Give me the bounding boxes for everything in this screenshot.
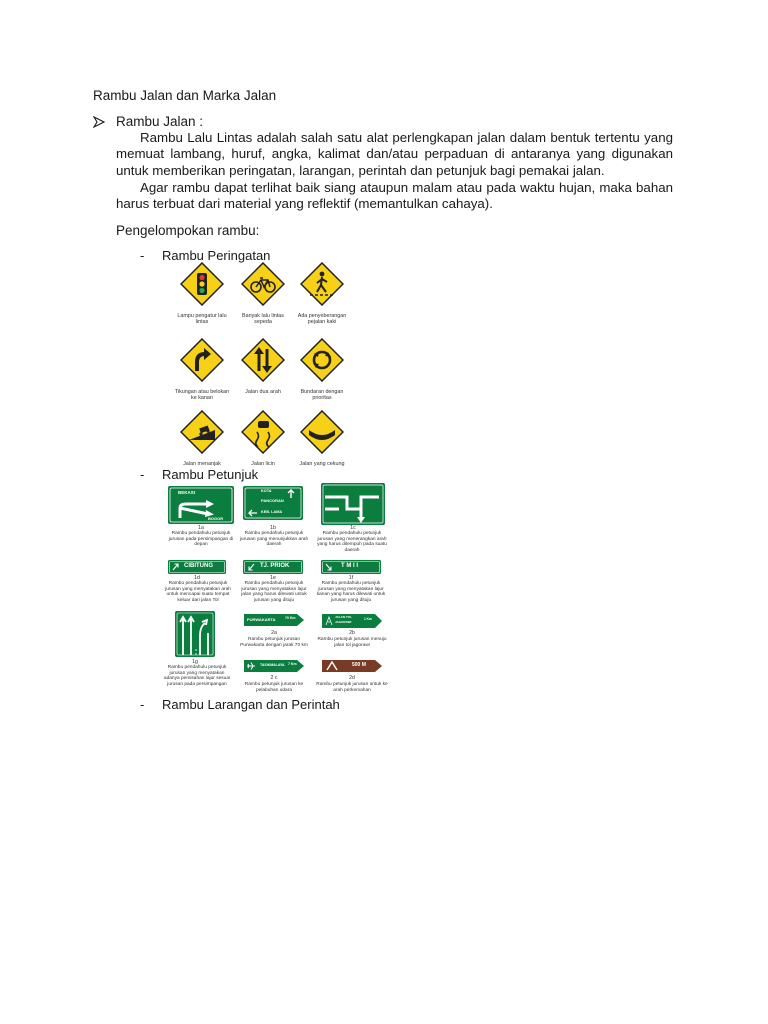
grouping-heading: Pengelompokan rambu:	[116, 223, 260, 238]
warning-sign-card	[172, 410, 232, 467]
guide-sign-2d-text: 500 M	[352, 662, 366, 668]
guide-sign-1b-line3: KEB. LAMA	[261, 510, 283, 514]
warning-sign-card	[233, 338, 293, 395]
paragraph-definition	[116, 130, 673, 179]
group-item-guide	[140, 467, 258, 482]
guide-sign-number: 1g	[192, 659, 198, 665]
group-item-warning	[140, 248, 270, 263]
two-way-icon	[241, 338, 285, 382]
guide-sign-caption: Rambu pendahulu petunjuk jurusan yang menyatakan lajur kanan yang harus dilewati untuk jurusan yang dituju	[316, 581, 386, 603]
guide-sign-2b-text1: JALAN TOL	[335, 615, 352, 619]
guide-sign-1e-text: TJ. PRIOK	[260, 563, 290, 569]
slippery-road-icon	[241, 410, 285, 454]
guide-sign-2c-text: TASIKMALAYA	[260, 663, 285, 667]
traffic-light-icon	[180, 262, 224, 306]
guide-sign-number: 2b	[349, 630, 355, 636]
warning-sign-card	[292, 338, 352, 402]
guide-sign-number: 1d	[194, 575, 200, 581]
paragraph-definition-text: Rambu Lalu Lintas adalah salah satu alat perlengkapan jalan dalam bentuk tertentu yang memuat lambang, huruf, angka, kalimat dan/atau perpaduan di antaranya yang digunakan untuk memberikan peringatan, larangan, perintah dan petunjuk bagi pemakai jalan.	[116, 130, 673, 178]
paragraph-reflective-text: Agar rambu dapat terlihat baik siang ataupun malam atau pada waktu hujan, maka bahan harus terbuat dari material yang reflektif (memantulkan cahaya).	[116, 180, 673, 212]
warning-sign-caption: Lampu pengatur lalu lintas	[177, 313, 227, 326]
group-item-prohibition	[140, 697, 340, 712]
guide-sign-1d-text: CIBITUNG	[184, 563, 213, 569]
warning-sign-card	[233, 410, 293, 467]
page-title: Rambu Jalan dan Marka Jalan	[93, 88, 277, 103]
guide-sign-caption: Rambu pendahulu petunjuk jurusan yang menyatakan lajur jalan yang harus dilewati untuk jurusan yang dituju	[241, 581, 307, 603]
warning-sign-caption: Banyak lalu lintas sepeda	[242, 313, 284, 326]
warning-sign-card	[172, 262, 232, 326]
group-item-label: Rambu Peringatan	[162, 248, 271, 263]
guide-sign-caption: Rambu pendahulu petunjuk jurusan pada persimpangan di depan	[168, 531, 234, 548]
dip-road-icon	[300, 410, 344, 454]
warning-sign-caption: Tikungan atau belokan ke kanan	[174, 389, 230, 402]
guide-sign-number: 1c	[350, 525, 356, 531]
guide-sign-1b-line2: PANCORAN	[261, 498, 284, 503]
guide-sign-2b-text2: JAGORAWI	[335, 620, 352, 624]
guide-sign-number: 2a	[271, 630, 277, 636]
guide-sign-1g	[175, 611, 215, 657]
bicycle-icon	[241, 262, 285, 306]
paragraph-reflective	[116, 180, 673, 213]
warning-sign-caption: Jalan menanjak	[183, 461, 221, 467]
warning-sign-card	[292, 262, 352, 326]
warning-sign-caption: Jalan yang cekung	[299, 461, 345, 467]
guide-sign-2b-dist: 1 Km	[364, 617, 372, 621]
warning-sign-caption: Bundaran dengan prioritas	[300, 389, 344, 402]
guide-sign-1b	[243, 486, 303, 520]
guide-sign-1a-bottom: BOGOR	[208, 516, 224, 521]
dash-marker: -	[140, 697, 145, 712]
section-heading	[93, 114, 203, 129]
guide-sign-caption: Rambu pendahulu petunjuk jurusan yang menyatakan arah untuk mencapai suatu tempat keluar dari jalan Tol	[165, 581, 231, 603]
guide-sign-caption: Rambu pendahulu petunjuk jurusan yang menerangkan arah yang harus ditempuh pada suatu daerah	[317, 531, 387, 553]
section-heading-text: Rambu Jalan :	[116, 114, 204, 129]
guide-sign-2a-text: PURWAKARTA	[247, 617, 276, 622]
guide-sign-number: 1a	[198, 525, 204, 531]
right-curve-icon	[180, 338, 224, 382]
guide-sign-1a-top: BEKASI	[178, 490, 196, 495]
warning-sign-caption: Jalan licin	[251, 461, 275, 467]
guide-sign-2b	[321, 613, 383, 629]
guide-sign-1b-line1: KOTA	[261, 489, 272, 493]
warning-sign-card	[292, 410, 352, 467]
guide-sign-number: 1b	[270, 525, 276, 531]
guide-sign-2c-dist: 7 Km	[288, 662, 297, 666]
guide-sign-number: 2 c	[270, 675, 278, 681]
guide-sign-caption: Rambu petunjuk jurusan ke pelabuhan udara	[244, 682, 304, 693]
warning-sign-card	[172, 338, 232, 402]
guide-sign-caption: Rambu petunjuk jurusan Purwakarta dengan jarak 70 km	[240, 637, 308, 648]
guide-signs-figure	[163, 483, 389, 694]
guide-sign-number: 2d	[349, 675, 355, 681]
warning-sign-card	[233, 262, 293, 326]
warning-signs-figure	[172, 262, 352, 467]
arrow-bullet-icon	[93, 116, 105, 128]
guide-sign-caption: Rambu petunjuk jurusan menuju jalan tol jagorawi	[317, 637, 387, 648]
guide-sign-1f-text: T M I I	[341, 563, 358, 569]
guide-sign-number: 1e	[270, 575, 276, 581]
dash-marker: -	[140, 248, 145, 263]
guide-sign-caption: Rambu petunjuk jurusan untuk ke arah perkemahan	[316, 682, 388, 693]
guide-sign-2a-dist: 70 Km	[285, 616, 296, 620]
steep-uphill-icon	[180, 410, 224, 454]
guide-sign-caption: Rambu pendahulu petunjuk jurusan yang menyatakan adanya pemisahan lajur sesuai jurusan pada persimpangan	[163, 665, 231, 687]
guide-sign-caption: Rambu pendahulu petunjuk jurusan yang menunjukkan arah daerah	[239, 531, 309, 548]
dash-marker: -	[140, 467, 145, 482]
group-item-label: Rambu Larangan dan Perintah	[162, 697, 340, 712]
warning-sign-caption: Jalan dua arah	[245, 389, 281, 395]
roundabout-icon	[300, 338, 344, 382]
guide-sign-1c	[321, 483, 385, 525]
group-item-label: Rambu Petunjuk	[162, 467, 259, 482]
pedestrian-crossing-icon	[300, 262, 344, 306]
warning-sign-caption: Ada penyeberangan pejalan kaki	[297, 313, 347, 326]
guide-sign-number: 1f	[348, 575, 354, 581]
